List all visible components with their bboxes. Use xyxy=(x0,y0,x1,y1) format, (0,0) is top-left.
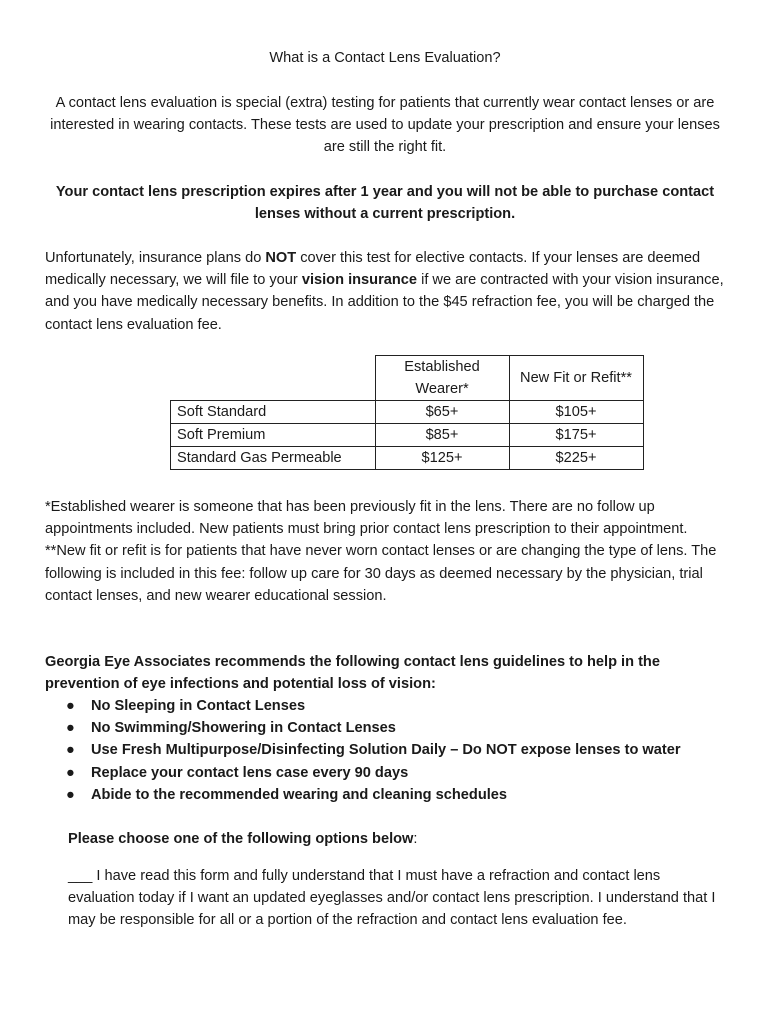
new-fit-price-cell: $105+ xyxy=(509,401,643,424)
bullet-icon: ● xyxy=(66,720,75,737)
table-row xyxy=(171,424,644,447)
insurance-text-1: Unfortunately, insurance plans do xyxy=(45,250,266,266)
table-header-empty xyxy=(171,356,376,401)
guideline-text: Use Fresh Multipurpose/Disinfecting Solution Daily – Do NOT expose lenses to water xyxy=(91,742,681,759)
established-price-cell: $125+ xyxy=(375,447,509,470)
bullet-icon: ● xyxy=(66,764,75,781)
table-row xyxy=(171,401,644,424)
choose-option-heading xyxy=(68,828,417,850)
bullet-icon: ● xyxy=(66,698,75,714)
table-header-row xyxy=(171,356,644,401)
vision-insurance-emphasis: vision insurance xyxy=(301,272,418,289)
list-item xyxy=(66,695,681,717)
list-item xyxy=(66,717,681,739)
lens-type-cell: Soft Standard xyxy=(171,401,376,424)
option-acknowledgement xyxy=(68,865,728,932)
new-fit-price-cell: $175+ xyxy=(509,424,643,447)
established-price-cell: $85+ xyxy=(375,424,509,447)
guidelines-intro: Georgia Eye Associates recommends the following contact lens guidelines to help in the prevention of eye infections and potential loss of vision: xyxy=(45,654,660,693)
intro-paragraph: A contact lens evaluation is special (extra) testing for patients that currently wear contact lenses or are interested in wearing contacts. These tests are used to update your prescription and ensure your lenses are still the right fit. xyxy=(50,95,720,156)
footnotes xyxy=(45,496,735,607)
insurance-text-3: if we are contracted with your vision insurance, and you have medically necessary benefits. In addition to the $45 refraction fee, you will be charged the contact lens evaluation fee. xyxy=(45,272,724,333)
option-checkbox-blank[interactable]: ___ xyxy=(68,868,93,884)
guideline-text: Replace your contact lens case every 90 days xyxy=(91,764,409,781)
expiration-notice: Your contact lens prescription expires after 1 year and you will not be able to purchase contact lenses without a current prescription. xyxy=(55,184,715,223)
established-wearer-note: *Established wearer is someone that has been previously fit in the lens. There are no follow up appointments included. New patients must bring prior contact lens prescription to their appointment. xyxy=(45,499,688,538)
pricing-table xyxy=(170,355,644,470)
header-new-fit: New Fit or Refit** xyxy=(509,356,643,401)
insurance-not-emphasis: NOT xyxy=(265,250,297,266)
guidelines-list xyxy=(66,695,681,806)
bullet-icon: ● xyxy=(66,742,75,759)
choose-option-colon: : xyxy=(413,831,418,847)
option-acknowledgement-text: I have read this form and fully understand that I must have a refraction and contact lens evaluation today if I want an updated eyeglasses and/or contact lens prescription. I understand that I may be responsible for all or a portion of the refraction and contact lens evaluation fee. xyxy=(68,868,716,929)
guideline-text: No Swimming/Showering in Contact Lenses xyxy=(91,720,396,737)
lens-type-cell: Standard Gas Permeable xyxy=(171,447,376,470)
lens-type-cell: Soft Premium xyxy=(171,424,376,447)
guideline-text: No Sleeping in Contact Lenses xyxy=(91,698,306,714)
table-row xyxy=(171,447,644,470)
list-item xyxy=(66,762,681,784)
bullet-icon: ● xyxy=(66,786,75,803)
list-item xyxy=(66,784,681,806)
new-fit-price-cell: $225+ xyxy=(509,447,643,470)
established-price-cell: $65+ xyxy=(375,401,509,424)
insurance-paragraph xyxy=(45,247,735,336)
insurance-text-2: cover this test for elective contacts. If your lenses are deemed medically necessary, we will file to your xyxy=(45,250,701,289)
list-item xyxy=(66,739,681,761)
page-title: What is a Contact Lens Evaluation? xyxy=(269,50,501,66)
header-established-wearer: Established Wearer* xyxy=(375,356,509,401)
guideline-text: Abide to the recommended wearing and cleaning schedules xyxy=(91,786,508,803)
new-fit-note: **New fit or refit is for patients that have never worn contact lenses or are changing the type of lens. The following is included in this fee: follow up care for 30 days as deemed necessary by the physician, trial contact lenses, and new wearer educational session. xyxy=(45,543,717,604)
choose-option-label: Please choose one of the following options below xyxy=(68,831,414,847)
